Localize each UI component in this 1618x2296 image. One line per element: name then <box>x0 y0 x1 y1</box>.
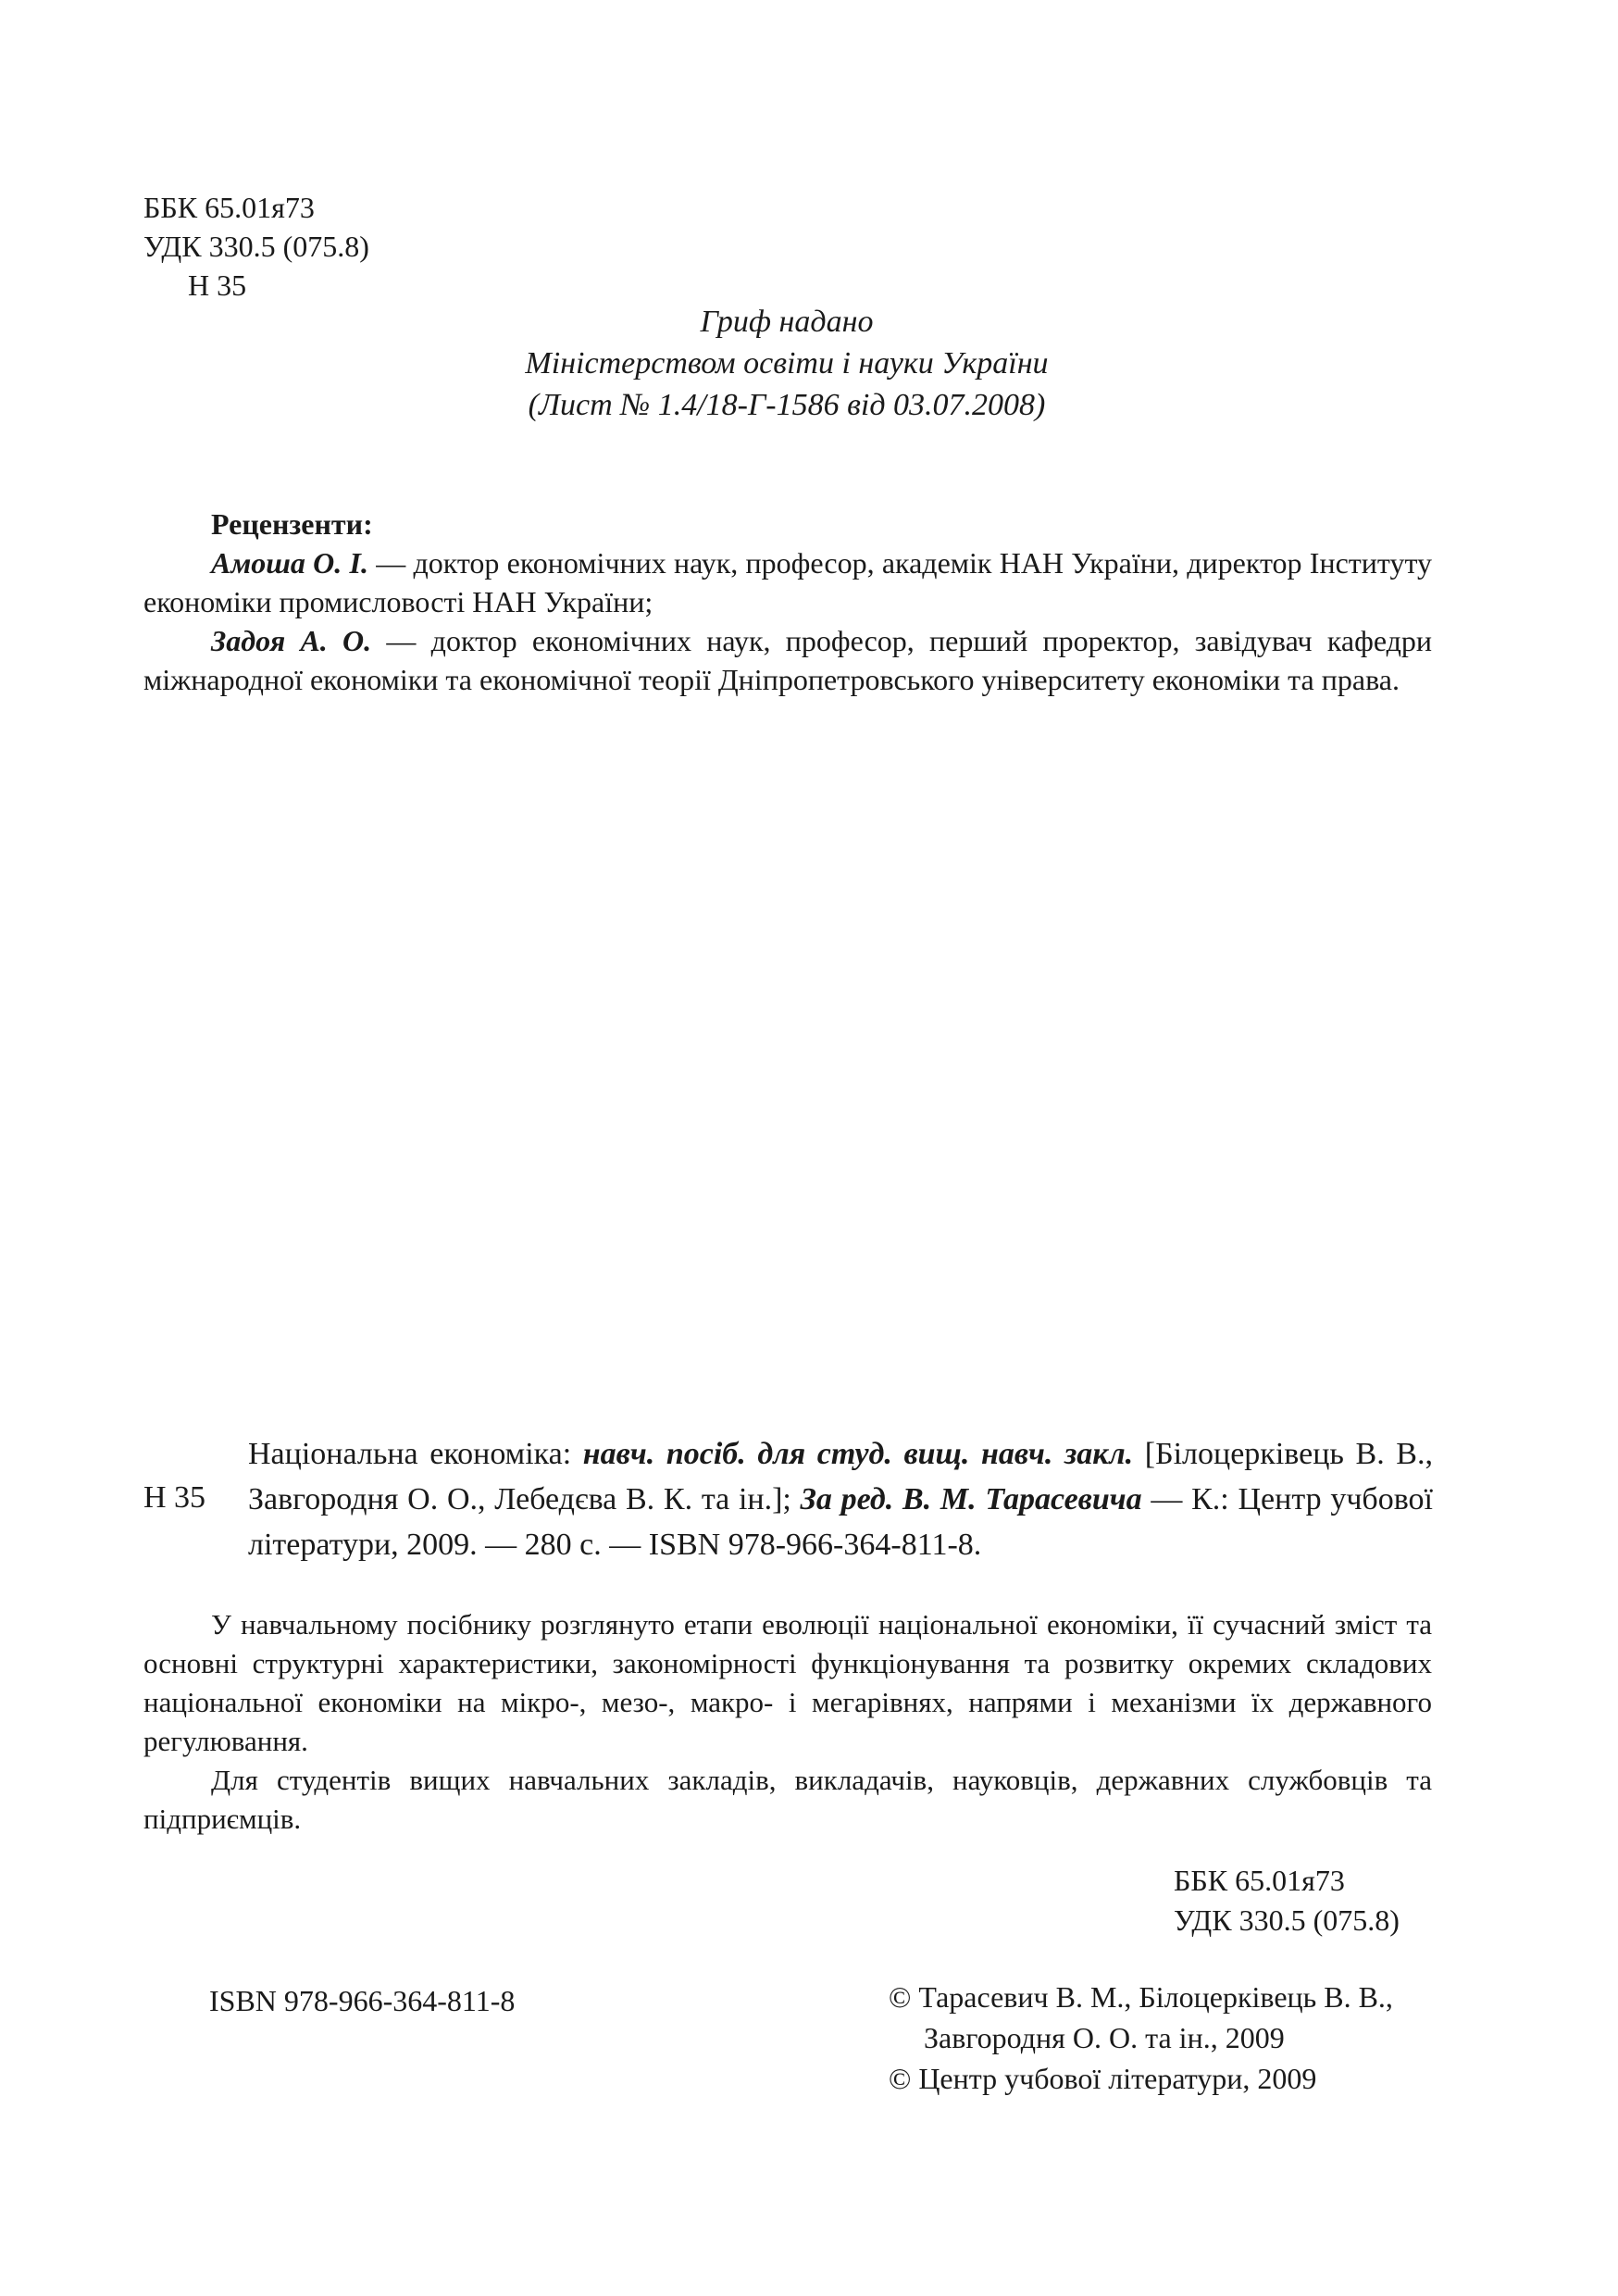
bbk-code: ББК 65.01я73 <box>1174 1864 1345 1897</box>
udk-code: УДК 330.5 (075.8) <box>1174 1903 1400 1937</box>
reviewers-heading: Рецензенти: <box>211 507 373 541</box>
copyright-block <box>889 1977 1462 2099</box>
book-imprint: — К.: Центр учбової літератури, 2009. — 280 с. — ISBN 978-966-364-811-8. <box>248 1482 1433 1562</box>
approval-line-2: Міністерством освіти і науки України <box>525 346 1049 381</box>
bbk-code: ББК 65.01я73 <box>143 191 315 224</box>
reviewers-section <box>143 505 1432 699</box>
book-editor: За ред. В. М. Тарасевича <box>800 1482 1142 1516</box>
reviewer-description: — доктор економічних наук, професор, академік НАН України, директор Інституту економіки промисловості НАН України; <box>143 546 1433 618</box>
reviewer-description: — доктор економічних наук, професор, перший проректор, завідувач кафедри міжнародної економіки та економічної теорії Дніпропетровського університету економіки та права. <box>143 624 1433 696</box>
udk-code: УДК 330.5 (075.8) <box>143 230 369 263</box>
ministry-approval <box>435 301 1139 426</box>
book-authors: [Білоцерківець В. В., Завгородня О. О., Лебедєва В. К. та ін.]; <box>248 1437 1433 1516</box>
book-title: Національна економіка: <box>248 1437 583 1471</box>
book-subtitle: навч. посіб. для студ. вищ. навч. закл. <box>582 1437 1134 1471</box>
catalog-author-mark: Н 35 <box>143 1480 206 1515</box>
reviewer-name: Амоша О. І. <box>211 546 368 580</box>
annotation <box>143 1605 1432 1839</box>
reviewer-name: Задоя А. О. <box>211 624 372 657</box>
reviewer-entry <box>143 543 1432 621</box>
copyright-line-1: © Тарасевич В. М., Білоцерківець В. В., <box>889 1980 1393 2014</box>
copyright-line-3: © Центр учбової літератури, 2009 <box>889 2062 1317 2095</box>
isbn: ISBN 978-966-364-811-8 <box>209 1984 516 2017</box>
bottom-classification-codes <box>1174 1861 1400 1940</box>
annotation-paragraph: Для студентів вищих навчальних закладів, викладачів, науковців, державних службовців та підприємців. <box>143 1764 1432 1835</box>
author-mark: Н 35 <box>188 268 247 302</box>
catalog-entry <box>248 1431 1433 1567</box>
reviewer-entry <box>143 621 1432 699</box>
annotation-paragraph: У навчальному посібнику розглянуто етапи еволюції національної економіки, її сучасний зміст та основні структурні характеристики, закономірності функціонування та розвитку окремих складових національної економіки на мікро-, мезо-, макро- і мегарівнях, напрями і механізми їх державного регулювання. <box>143 1608 1432 1757</box>
approval-line-1: Гриф надано <box>700 305 874 339</box>
approval-line-3: (Лист № 1.4/18-Г-1586 від 03.07.2008) <box>528 388 1046 422</box>
copyright-line-2: Завгородня О. О. та ін., 2009 <box>924 2021 1285 2054</box>
top-classification-codes <box>143 188 369 305</box>
